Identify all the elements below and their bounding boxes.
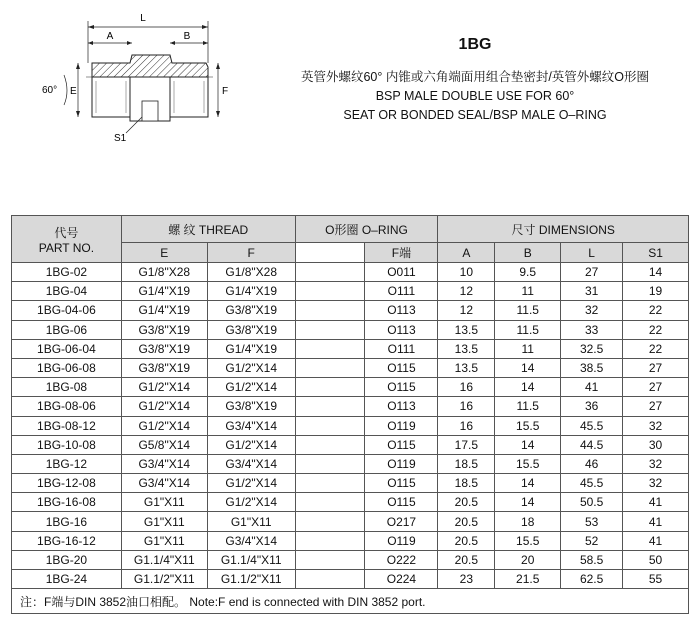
table-cell: O115: [365, 474, 438, 493]
table-cell: G1/2"X14: [207, 358, 295, 377]
table-row: [12, 378, 689, 397]
dim-B-label: B: [183, 31, 191, 42]
table-row: [12, 435, 689, 454]
fitting-drawing: [30, 5, 240, 145]
table-cell: G3/8"X19: [207, 397, 295, 416]
table-row: [12, 570, 689, 589]
gap-cell: [295, 301, 365, 320]
thread-header: 螺 纹 THREAD: [121, 216, 295, 243]
table-cell: 32: [623, 474, 689, 493]
table-cell: 15.5: [495, 531, 561, 550]
table-cell: G3/8"X19: [207, 301, 295, 320]
table-cell: 13.5: [438, 320, 495, 339]
table-row: [12, 474, 689, 493]
table-cell: G5/8"X14: [121, 435, 207, 454]
spec-table: [11, 215, 689, 614]
table-cell: 14: [623, 263, 689, 282]
table-cell: G1/8"X28: [207, 263, 295, 282]
table-cell: 16: [438, 378, 495, 397]
table-cell: 31: [561, 282, 623, 301]
table-cell: 20.5: [438, 531, 495, 550]
dimensions-header: 尺寸 DIMENSIONS: [438, 216, 689, 243]
table-cell: G1/4"X19: [207, 282, 295, 301]
table-row: [12, 339, 689, 358]
table-cell: 20.5: [438, 512, 495, 531]
table-cell: O119: [365, 531, 438, 550]
table-cell: 20.5: [438, 493, 495, 512]
table-cell: 18: [495, 512, 561, 531]
table-cell: 15.5: [495, 416, 561, 435]
table-cell: 41: [623, 531, 689, 550]
table-cell: 44.5: [561, 435, 623, 454]
table-cell: 36: [561, 397, 623, 416]
table-cell: 32: [623, 454, 689, 473]
table-cell: 1BG-10-08: [12, 435, 122, 454]
gap-cell: [295, 378, 365, 397]
table-cell: 1BG-16: [12, 512, 122, 531]
col-S1-header: S1: [623, 243, 689, 263]
col-gap-header: [295, 243, 365, 263]
table-cell: O222: [365, 550, 438, 569]
angle-label: 60°: [42, 85, 58, 96]
gap-cell: [295, 531, 365, 550]
table-row: [12, 454, 689, 473]
table-cell: G1"X11: [121, 531, 207, 550]
table-cell: G1/4"X19: [207, 339, 295, 358]
table-cell: G1/8"X28: [121, 263, 207, 282]
col-A-header: A: [438, 243, 495, 263]
table-cell: 12: [438, 301, 495, 320]
table-row: [12, 358, 689, 377]
table-cell: 41: [561, 378, 623, 397]
table-cell: G3/8"X19: [121, 358, 207, 377]
table-cell: 13.5: [438, 339, 495, 358]
table-cell: 22: [623, 301, 689, 320]
table-cell: O113: [365, 397, 438, 416]
dim-S1-label: S1: [114, 133, 127, 144]
table-cell: 20: [495, 550, 561, 569]
table-cell: G3/4"X14: [207, 531, 295, 550]
table-note: 注：F端与DIN 3852油口相配。 Note:F end is connected with DIN 3852 port.: [12, 589, 689, 614]
table-cell: 1BG-16-12: [12, 531, 122, 550]
table-cell: 11.5: [495, 397, 561, 416]
gap-cell: [295, 435, 365, 454]
gap-cell: [295, 570, 365, 589]
table-row: [12, 493, 689, 512]
table-cell: 12: [438, 282, 495, 301]
gap-cell: [295, 320, 365, 339]
table-cell: O115: [365, 358, 438, 377]
table-cell: 14: [495, 358, 561, 377]
table-cell: 11: [495, 282, 561, 301]
col-B-header: B: [495, 243, 561, 263]
table-cell: 1BG-08: [12, 378, 122, 397]
gap-cell: [295, 358, 365, 377]
table-cell: 15.5: [495, 454, 561, 473]
table-cell: 11.5: [495, 301, 561, 320]
table-cell: 9.5: [495, 263, 561, 282]
gap-cell: [295, 263, 365, 282]
table-cell: G3/8"X19: [121, 320, 207, 339]
table-cell: G1.1/2"X11: [121, 570, 207, 589]
table-cell: G1/2"X14: [121, 416, 207, 435]
table-cell: 1BG-12-08: [12, 474, 122, 493]
table-cell: 23: [438, 570, 495, 589]
table-cell: G1.1/4"X11: [121, 550, 207, 569]
table-cell: 22: [623, 320, 689, 339]
table-cell: 32: [561, 301, 623, 320]
table-cell: G1/2"X14: [121, 378, 207, 397]
table-cell: 27: [561, 263, 623, 282]
table-cell: 14: [495, 378, 561, 397]
title-en-1: BSP MALE DOUBLE USE FOR 60°: [375, 89, 575, 103]
table-cell: 55: [623, 570, 689, 589]
table-cell: 45.5: [561, 416, 623, 435]
table-cell: G1/2"X14: [207, 493, 295, 512]
table-cell: 50.5: [561, 493, 623, 512]
table-row: [12, 397, 689, 416]
table-cell: G3/4"X14: [207, 416, 295, 435]
table-cell: 1BG-04: [12, 282, 122, 301]
part-no-header: 代号 PART NO.: [12, 216, 122, 263]
col-E-header: E: [121, 243, 207, 263]
table-cell: 32.5: [561, 339, 623, 358]
table-cell: O217: [365, 512, 438, 531]
dim-E-label: E: [70, 86, 77, 97]
table-cell: 1BG-02: [12, 263, 122, 282]
table-cell: 19: [623, 282, 689, 301]
table-cell: 1BG-06-08: [12, 358, 122, 377]
gap-cell: [295, 282, 365, 301]
table-cell: G1.1/4"X11: [207, 550, 295, 569]
table-cell: 46: [561, 454, 623, 473]
table-row: [12, 416, 689, 435]
table-row: [12, 531, 689, 550]
table-cell: O111: [365, 339, 438, 358]
dim-F-label: F: [222, 86, 229, 97]
table-cell: O111: [365, 282, 438, 301]
table-cell: 1BG-20: [12, 550, 122, 569]
table-cell: G1"X11: [121, 512, 207, 531]
table-cell: 14: [495, 474, 561, 493]
table-cell: 16: [438, 397, 495, 416]
table-cell: 16: [438, 416, 495, 435]
table-cell: 1BG-16-08: [12, 493, 122, 512]
title-cn: 英管外螺纹60° 内锥或六角端面用组合垫密封/英管外螺纹O形圈: [300, 70, 650, 84]
table-cell: O011: [365, 263, 438, 282]
table-row: [12, 301, 689, 320]
table-cell: G1/2"X14: [207, 378, 295, 397]
table-cell: O224: [365, 570, 438, 589]
gap-cell: [295, 454, 365, 473]
table-cell: 27: [623, 378, 689, 397]
oring-header: O形圈 O–RING: [295, 216, 438, 243]
table-cell: 14: [495, 493, 561, 512]
table-cell: G3/4"X14: [207, 454, 295, 473]
table-cell: 52: [561, 531, 623, 550]
table-row: [12, 263, 689, 282]
table-cell: O115: [365, 435, 438, 454]
table-cell: G1/4"X19: [121, 282, 207, 301]
table-cell: 18.5: [438, 454, 495, 473]
table-cell: 11.5: [495, 320, 561, 339]
gap-cell: [295, 474, 365, 493]
table-cell: 1BG-08-06: [12, 397, 122, 416]
table-cell: G1"X11: [121, 493, 207, 512]
table-cell: G1.1/2"X11: [207, 570, 295, 589]
gap-cell: [295, 397, 365, 416]
table-cell: G3/8"X19: [121, 339, 207, 358]
col-L-header: L: [561, 243, 623, 263]
table-cell: 1BG-04-06: [12, 301, 122, 320]
table-cell: 18.5: [438, 474, 495, 493]
gap-cell: [295, 550, 365, 569]
table-cell: G1/2"X14: [207, 435, 295, 454]
table-cell: 1BG-08-12: [12, 416, 122, 435]
table-cell: 62.5: [561, 570, 623, 589]
product-titles: [250, 68, 700, 125]
table-cell: 41: [623, 493, 689, 512]
table-cell: 13.5: [438, 358, 495, 377]
table-cell: 58.5: [561, 550, 623, 569]
table-cell: G3/4"X14: [121, 454, 207, 473]
table-cell: 20.5: [438, 550, 495, 569]
gap-cell: [295, 416, 365, 435]
table-cell: O119: [365, 454, 438, 473]
table-cell: 21.5: [495, 570, 561, 589]
table-cell: O119: [365, 416, 438, 435]
table-cell: G3/4"X14: [121, 474, 207, 493]
table-cell: 1BG-06-04: [12, 339, 122, 358]
table-cell: 32: [623, 416, 689, 435]
table-cell: 22: [623, 339, 689, 358]
table-cell: G1/2"X14: [207, 474, 295, 493]
table-cell: 10: [438, 263, 495, 282]
table-cell: O115: [365, 493, 438, 512]
col-F-end-header: F端: [365, 243, 438, 263]
table-cell: G1/4"X19: [121, 301, 207, 320]
table-cell: 17.5: [438, 435, 495, 454]
table-cell: O113: [365, 320, 438, 339]
table-cell: 45.5: [561, 474, 623, 493]
table-row: [12, 320, 689, 339]
dim-L-label: L: [140, 13, 146, 24]
table-cell: 33: [561, 320, 623, 339]
product-code: 1BG: [458, 36, 492, 53]
table-row: [12, 550, 689, 569]
table-cell: 11: [495, 339, 561, 358]
gap-cell: [295, 512, 365, 531]
title-en-2: SEAT OR BONDED SEAL/BSP MALE O–RING: [343, 108, 607, 122]
table-cell: 38.5: [561, 358, 623, 377]
dim-A-label: A: [106, 31, 114, 42]
table-cell: 30: [623, 435, 689, 454]
spec-table-wrapper: [11, 215, 689, 614]
table-cell: 53: [561, 512, 623, 531]
table-cell: 1BG-12: [12, 454, 122, 473]
table-cell: O115: [365, 378, 438, 397]
table-cell: 27: [623, 397, 689, 416]
gap-cell: [295, 339, 365, 358]
table-cell: 41: [623, 512, 689, 531]
table-cell: G1"X11: [207, 512, 295, 531]
table-cell: O113: [365, 301, 438, 320]
table-cell: 14: [495, 435, 561, 454]
table-row: [12, 282, 689, 301]
table-cell: 27: [623, 358, 689, 377]
table-cell: 1BG-24: [12, 570, 122, 589]
table-cell: 1BG-06: [12, 320, 122, 339]
table-cell: G3/8"X19: [207, 320, 295, 339]
col-F-header: F: [207, 243, 295, 263]
table-cell: 50: [623, 550, 689, 569]
gap-cell: [295, 493, 365, 512]
table-cell: G1/2"X14: [121, 397, 207, 416]
table-row: [12, 512, 689, 531]
